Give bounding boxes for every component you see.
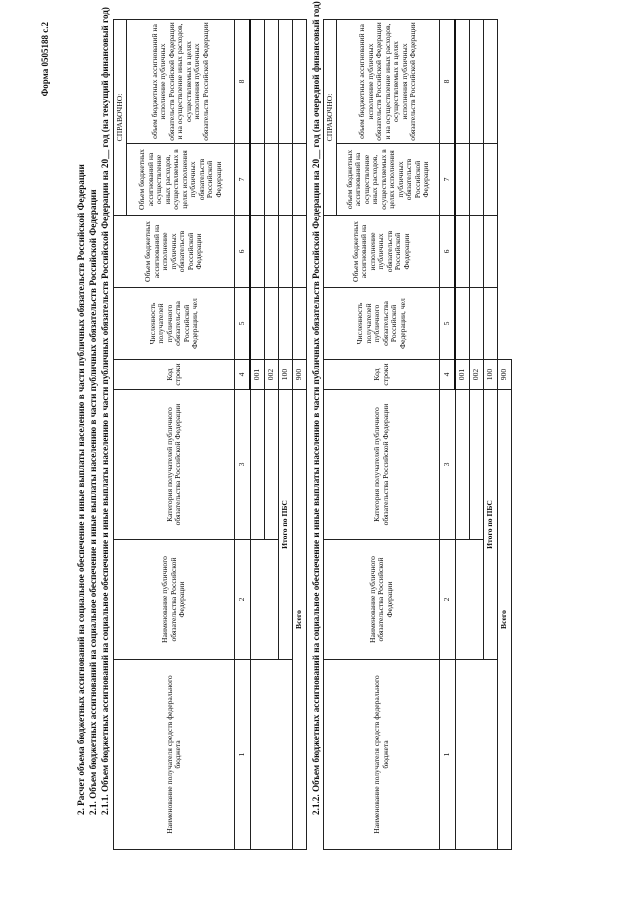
grand-total-spacer — [498, 144, 512, 216]
col-header-other-expenses: Объем бюджетных ассигнований на осуществление иных расходов, осуществляемых в целях исполнения публичных обязательств Российской Федерации — [127, 144, 235, 216]
other-expenses-cell[interactable] — [470, 144, 484, 216]
col-header-combined-amount: объем бюджетных ассигнований на исполнение публичных обязательств Российской Федерации и на осуществление иных расходов, осуществляемых в целях исполнения публичных обязательств Российской Федерации — [127, 20, 235, 144]
other-expenses-cell[interactable] — [265, 144, 279, 216]
other-expenses-cell[interactable] — [250, 144, 265, 216]
col-number: 8 — [235, 20, 251, 144]
category-cell[interactable] — [470, 390, 484, 540]
total-pbs-cell[interactable] — [279, 144, 293, 216]
reference-label: СПРАВОЧНО: — [114, 20, 127, 216]
obligation-amount-cell[interactable] — [470, 216, 484, 288]
combined-amount-cell[interactable] — [250, 20, 265, 144]
col-header-obligation-name: Наименование публичного обязательства Российской Федерации — [324, 540, 440, 660]
grand-total-cell[interactable] — [293, 216, 307, 288]
total-pbs-label: Итого по ПБС — [279, 390, 293, 660]
col-number: 4 — [235, 360, 251, 390]
obligation-amount-cell[interactable] — [250, 216, 265, 288]
col-header-other-expenses: объем бюджетных ассигнований на осуществление иных расходов, осуществляемых в целях исполнения публичных обязательств Российской Федерации — [337, 144, 440, 216]
col-number: 2 — [440, 540, 456, 660]
section-heading-2-1-2: 2.1.2. Объем бюджетных ассигнований на социальное обеспечение и иные выплаты населению в части публичных обязательств Российской Федерации на 20__ год (на очередной финансовый год) — [311, 1, 321, 815]
grand-total-spacer — [498, 216, 512, 288]
combined-amount-cell[interactable] — [470, 20, 484, 144]
total-pbs-cell[interactable] — [279, 216, 293, 288]
col-header-obligation-amount: Объем бюджетных ассигнований на исполнение публичных обязательств Российской Федерации — [324, 216, 440, 288]
col-number: 6 — [235, 216, 251, 288]
grand-total-spacer — [498, 20, 512, 144]
total-pbs-cell[interactable] — [279, 20, 293, 144]
obligation-amount-cell[interactable] — [265, 216, 279, 288]
total-pbs-cell[interactable] — [279, 288, 293, 360]
other-expenses-cell[interactable] — [455, 144, 470, 216]
col-number: 8 — [440, 20, 456, 144]
col-header-combined-amount: объем бюджетных ассигнований на исполнение публичных обязательств Российской Федерации и на осуществление иных расходов, осуществляемых в целях исполнения публичных обязательств Российской Федерации — [337, 20, 440, 144]
grand-total-label: Всего — [293, 390, 307, 850]
recipient-cell[interactable] — [455, 660, 498, 850]
row-code: 002 — [470, 360, 484, 390]
total-pbs-code: 100 — [279, 360, 293, 390]
col-header-row-code: Код строки — [114, 360, 235, 390]
grand-total-cell[interactable] — [293, 144, 307, 216]
col-header-recipient-count: Численность получателей публичного обязательства Российской Федерации, чел — [324, 288, 440, 360]
combined-amount-cell[interactable] — [455, 20, 470, 144]
grand-total-label: Всего — [498, 390, 512, 850]
grand-total-code: 900 — [498, 360, 512, 390]
section-heading-2-1: 2.1. Объем бюджетных ассигнований на социальное обеспечение и иные выплаты населению в части публичных обязательств Российской Федерации — [88, 189, 98, 815]
section-heading-2-1-1: 2.1.1. Объем бюджетных ассигнований на социальное обеспечение и иные выплаты населению в части публичных обязательств Российской Федерации на 20__ год (на текущий финансовый год) — [100, 7, 110, 815]
obligation-name-cell[interactable] — [250, 540, 279, 660]
obligations-table-current-year — [113, 19, 307, 850]
col-number: 3 — [235, 390, 251, 540]
table-row — [250, 20, 265, 850]
table-row — [455, 20, 470, 850]
col-header-recipient: Наименование получателя средств федерального бюджета — [114, 660, 235, 850]
total-pbs-cell[interactable] — [484, 288, 498, 360]
recipient-count-cell[interactable] — [265, 288, 279, 360]
col-number: 1 — [440, 660, 456, 850]
total-pbs-label: Итого по ПБС — [484, 390, 498, 660]
col-header-obligation-name: Наименование публичного обязательства Российской Федерации — [114, 540, 235, 660]
grand-total-row — [293, 20, 307, 850]
row-code: 002 — [265, 360, 279, 390]
col-header-recipient-category: Категория получателей публичного обязательства Российской Федерации — [324, 390, 440, 540]
total-pbs-code: 100 — [484, 360, 498, 390]
col-header-recipient-count: Численность получателей публичного обязательства Российской Федерации, чел — [114, 288, 235, 360]
col-number: 2 — [235, 540, 251, 660]
category-cell[interactable] — [455, 390, 470, 540]
form-code: Форма 0505188 с.2 — [40, 22, 50, 97]
category-cell[interactable] — [250, 390, 265, 540]
row-code: 001 — [455, 360, 470, 390]
obligation-amount-cell[interactable] — [455, 216, 470, 288]
total-pbs-cell[interactable] — [484, 20, 498, 144]
recipient-count-cell[interactable] — [455, 288, 470, 360]
col-header-recipient: Наименование получателя средств федерального бюджета — [324, 660, 440, 850]
col-header-row-code: Код строки — [324, 360, 440, 390]
col-header-obligation-amount: Объем бюджетных ассигнований на исполнение публичных обязательств Российской Федерации — [114, 216, 235, 288]
row-code: 001 — [250, 360, 265, 390]
col-number: 6 — [440, 216, 456, 288]
obligations-table-next-year — [323, 19, 512, 850]
col-number: 7 — [440, 144, 456, 216]
recipient-count-cell[interactable] — [250, 288, 265, 360]
col-number: 3 — [440, 390, 456, 540]
col-number: 1 — [235, 660, 251, 850]
combined-amount-cell[interactable] — [265, 20, 279, 144]
obligation-name-cell[interactable] — [455, 540, 484, 660]
reference-label: СПРАВОЧНО: — [324, 20, 337, 216]
col-number: 5 — [235, 288, 251, 360]
col-number: 4 — [440, 360, 456, 390]
recipient-count-cell[interactable] — [470, 288, 484, 360]
grand-total-row — [498, 20, 512, 850]
section-heading-2: 2. Расчет объема бюджетных ассигнований на социальное обеспечение и иные выплаты населению в части публичных обязательств Российской Федерации — [76, 164, 86, 815]
grand-total-cell[interactable] — [293, 288, 307, 360]
grand-total-cell[interactable] — [293, 20, 307, 144]
grand-total-spacer — [498, 288, 512, 360]
category-cell[interactable] — [265, 390, 279, 540]
recipient-cell[interactable] — [250, 660, 293, 850]
col-number: 5 — [440, 288, 456, 360]
total-pbs-cell[interactable] — [484, 144, 498, 216]
col-header-recipient-category: Категория получателей публичного обязательства Российской Федерации — [114, 390, 235, 540]
grand-total-code: 900 — [293, 360, 307, 390]
total-pbs-cell[interactable] — [484, 216, 498, 288]
col-number: 7 — [235, 144, 251, 216]
